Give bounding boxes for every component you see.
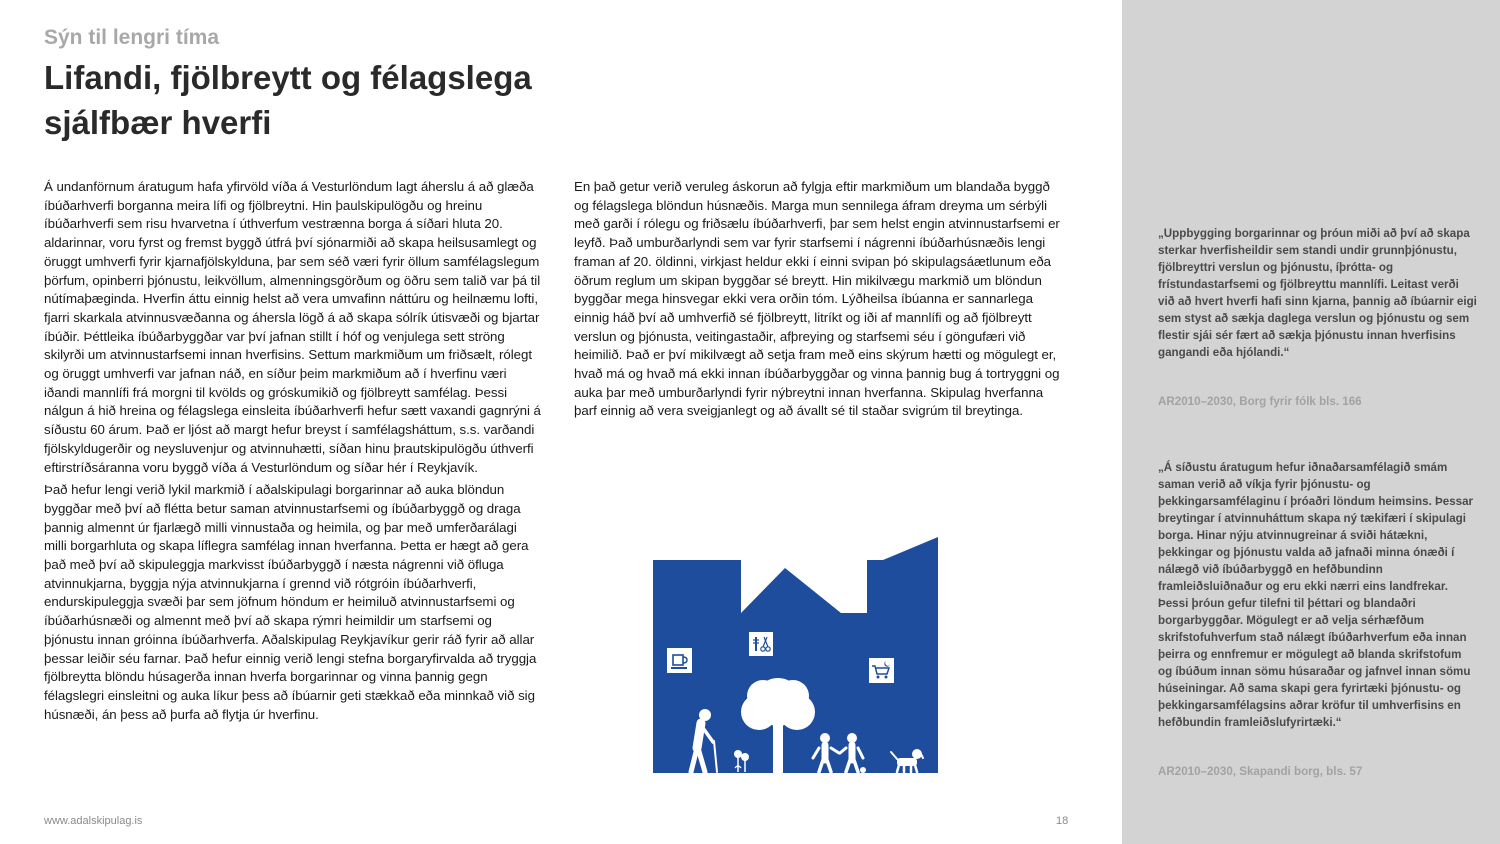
grocery-cart-icon (869, 658, 894, 683)
page-number: 18 (1056, 815, 1069, 827)
quote-source: AR2010–2030, Skapandi borg, bls. 57 (1158, 765, 1363, 778)
neighborhood-illustration (653, 536, 939, 774)
body-paragraph: Á undanförnum áratugum hafa yfirvöld víða á Vesturlöndum lagt áherslu á að glæða íbúðarhverfi borganna meira lífi og fjölbreytni. Hin þaulskipulögðu og hreinu íbúðarhverfi sem risu hvarvetna í úthverfum vestrænna borga á síðari hluta 20. aldarinnar, voru fyrst og fremst byggð útfrá því sjónarmiði að skapa heilsusamlegt og öruggt umhverfi fyrir kjarnafjölskylduna, þar sem séð væri fyrir öllum samfélagslegum þörfum, opinberri þjónustu, leikvöllum, almenningsgörðum og öðru sem talið var þá til nútímaþæginda. Hverfin áttu einnig helst að vera umvafinn náttúru og heilnæmu lofti, fjarri skarkala atvinnusvæðanna og áhersla lögð á að skapa sólrík útisvæði og bjartar íbúðir. Þéttleika íbúðarbyggðar var því jafnan stillt í hóf og venjulega sett ströng skilyrði um atvinnustarfsemi innan hverfisins. Settum markmiðum um friðsælt, rólegt og öruggt umhverfi var jafnan náð, en síður þeim markmiðum að í hverfinu væri iðandi mannlífi frá morgni til kvölds og gróskumikið og fjölbreytt samfélag. Þessi nálgun á hið hreina og félagslega einsleita íbúðarhverfi hefur sætt vaxandi gagnrýni á síðustu 60 árum. Það er ljóst að margt hefur breyst í samfélagsháttum, s.s. varðandi fjölskyldugerðir og neysluvenjur og atvinnuhætti, síðan hinu þrautskipulögðu úthverfi eftirstríðsáranna voru byggð víða á Vesturlöndum og síðar hér í Reykjavík. (44, 179, 541, 475)
hairdresser-icon (749, 632, 773, 656)
body-paragraph: Það hefur lengi verið lykil markmið í aðalskipulagi borgarinnar að auka blöndun byggðar með því að flétta betur saman atvinnustarfsemi og íbúðarbyggð og draga þannig almennt úr fjarlægð milli vinnustaða og heimila, og þar með umferðarálagi milli borgarhluta og skapa líflegra samfélag innan hverfanna. Þetta er hægt að gera það með því að skipuleggja markvisst íbúðarbyggð í næsta nágrenni við öfluga atvinnukjarna, byggja nýja atvinnukjarna í grennd við rótgróin íbúðarhverfi, endurskipuleggja svæði þar sem jöfnum höndum er heimiluð atvinnustarfsemi og íbúðarhúsnæði og almennt með því að skapa rýmri heimildir um starfsemi og þjónustu innan gróinna íbúðarhverfa. Aðalskipulag Reykjavíkur gerir ráð fyrir að allar þessar leiðir séu farnar. Það hefur einnig verið lengi stefna borgaryfirvalda að tryggja fjölbreytta blöndu húsagerða innan hverfa borgarinnar og vinna þannig gegn félagslegri einsleitni og auka líkur þess að íbúarnir geti stækkað eða minnkað við sig húsnæði, án þess að þurfa að flytja úr hverfinu. (44, 482, 537, 722)
body-paragraph: En það getur verið veruleg áskorun að fylgja eftir markmiðum um blandaða byggð og félagslega blöndun húsnæðis. Marga mun sennilega áfram dreyma um sérbýli með garði í rólegu og friðsælu íbúðarhverfi, þar sem helst engin atvinnustarfsemi er leyfð. Það umburðarlyndi sem var fyrir starfsemi í nágrenni íbúðarhúsnæðis lengi framan af 20. öldinni, virkjast heldur ekki í einni svipan þó skipulagsáætlunum eða öðrum reglum um skipan byggðar sé breytt. Hin mikilvægu markmið um blöndun byggðar mega hinsvegar ekki vera orðin tóm. Lýðheilsa íbúanna er sannarlega einnig háð því að umhverfið sé fjölbreytt, litríkt og iði af mannlífi og að fjölbreytt verslun og þjónusta, veitingastaðir, afþreying og starfsemi séu í göngufæri við heimilið. Það er því mikilvægt að setja fram með eins skýrum hætti og mögulegt er, hvað má og hvað má ekki innan íbúðarbyggðar og vinna þannig bug á tortryggni og auka þar með umburðarlyndi fyrir nýbreytni innan hverfanna. Skipulag hverfanna þarf einnig að vera sveigjanlegt og að ávallt sé til staðar svigrúm til breytinga. (574, 179, 1060, 419)
footer-url: www.adalskipulag.is (44, 815, 143, 827)
body-column-1 (44, 178, 542, 724)
section-kicker: Sýn til lengri tíma (44, 26, 220, 49)
coffee-cup-icon (667, 648, 692, 673)
quote-source: AR2010–2030, Borg fyrir fólk bls. 166 (1158, 395, 1362, 408)
page-title: Lifandi, fjölbreytt og félagslega sjálfbær hverfi (44, 59, 532, 141)
sidebar-quote: „Uppbygging borgarinnar og þróun miði að því að skapa sterkar hverfisheildir sem standi undir grunnþjónustu, fjölbreyttri verslun og þjónustu, íþrótta- og frístundastarfsemi og fjölbreyttu mannlífi. Leitast verði við að hvert hverfi hafi sinn kjarna, þannig að íbúarnir eigi sem styst að sækja daglega verslun og þjónustu og sem flestir sjái sér fært að sækja þjónustu innan hverfisins gangandi eða hjólandi.“ (1158, 227, 1477, 359)
sidebar-quote: „Á síðustu áratugum hefur iðnaðarsamfélagið smám saman verið að víkja fyrir þjónustu- og þekkingarsamfélaginu í þróaðri löndum heimsins. Þessar breytingar í atvinnuháttum skapa ný tækifæri í skipulagi borga. Hinar nýju atvinnugreinar á sviði hátækni, þekkingar og þjónustu valda að jafnaði minna ónæði í nálægð við íbúðarbyggð en hefðbundinn framleiðsluiðnaður og eru ekki nærri eins landfrekar. Þessi þróun gefur tilefni til þéttari og blandaðri borgarbyggðar. Mögulegt er að velja sérhæfðum skrifstofuhverfum stað nálægt íbúðarhverfum eða innan þeirra og ennfremur er mögulegt að blanda skrifstofum og íbúðum innan sömu húsaraðar og jafnvel innan sömu húseiningar. Að sama skapi gera fyrirtæki þjónustu- og þekkingarsamfélagsins aðrar kröfur til umhverfisins en hefðbundin framleiðslufyrirtæki.“ (1158, 461, 1474, 729)
body-column-2 (574, 178, 1064, 421)
